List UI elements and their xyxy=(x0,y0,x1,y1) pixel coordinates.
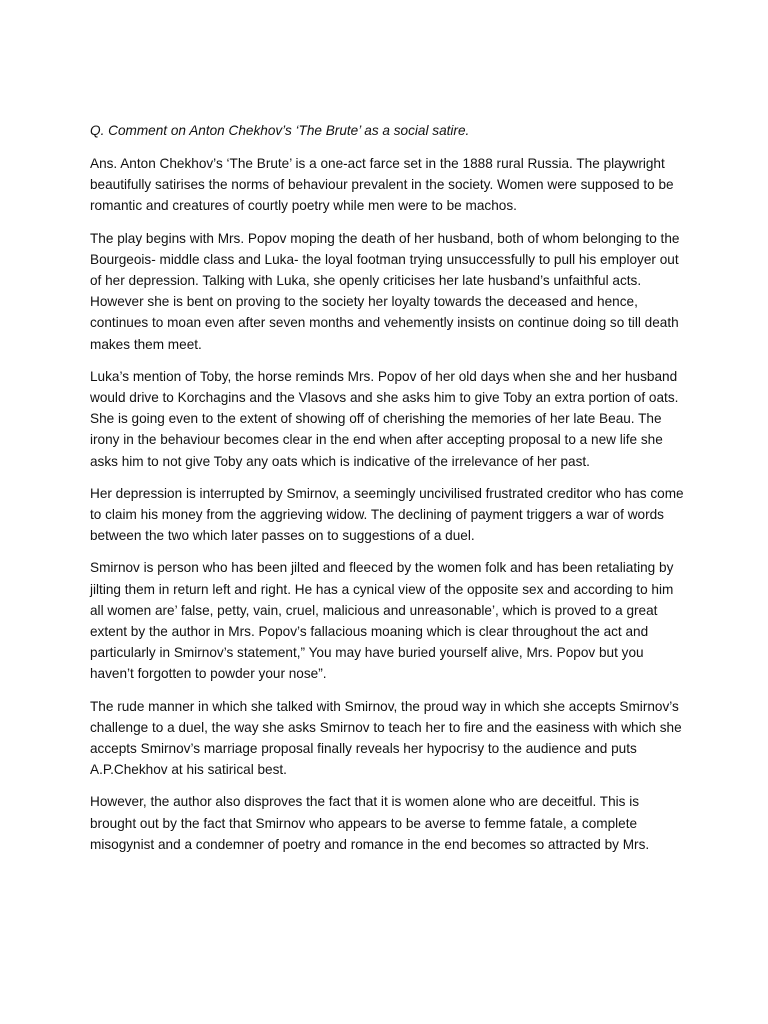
document-page xyxy=(90,120,686,866)
paragraph-smirnov-view: Smirnov is person who has been jilted and fleeced by the women folk and has been retaliating by jilting them in return left and right. He has a cynical view of the opposite sex and according to him all women are’ false, petty, vain, cruel, malicious and unreasonable’, which is proved to a great extent by the author in Mrs. Popov’s fallacious moaning which is clear throughout the act and particularly in Smirnov’s statement,” You may have buried yourself alive, Mrs. Popov but you haven’t forgotten to powder your nose”. xyxy=(90,560,674,682)
paragraph-toby-horse: Luka’s mention of Toby, the horse reminds Mrs. Popov of her old days when she and her husband would drive to Korchagins and the Vlasovs and she asks him to give Toby an extra portion of oats. She is going even to the extent of showing off of cherishing the memories of her late Beau. The irony in the behaviour becomes clear in the end when after accepting proposal to a new life she asks him to not give Toby any oats which is indicative of the irrelevance of her past. xyxy=(90,368,679,469)
paragraph-hypocrisy: The rude manner in which she talked with Smirnov, the proud way in which she accepts Smirnov’s challenge to a duel, the way she asks Smirnov to teach her to fire and the easiness with which she accepts Smirnov’s marriage proposal finally reveals her hypocrisy to the audience and puts A.P.Chekhov at his satirical best. xyxy=(90,698,682,778)
paragraph-play-begins: The play begins with Mrs. Popov moping the death of her husband, both of whom belonging to the Bourgeois- middle class and Luka- the loyal footman trying unsuccessfully to pull his employer out of her depression. Talking with Luka, she openly criticises her late husband’s unfaithful acts. However she is bent on proving to the society her loyalty towards the deceased and hence, continues to moan even after seven months and vehemently insists on continue doing so till death makes them meet. xyxy=(90,230,680,352)
answer-paragraph-intro: Ans. Anton Chekhov’s ‘The Brute’ is a one-act farce set in the 1888 rural Russia. The playwright beautifully satirises the norms of behaviour prevalent in the society. Women were supposed to be romantic and creatures of courtly poetry while men were to be machos. xyxy=(90,156,674,214)
paragraph-smirnov-arrives: Her depression is interrupted by Smirnov, a seemingly uncivilised frustrated creditor who has come to claim his money from the aggrieving widow. The declining of payment triggers a war of words between the two which later passes on to suggestions of a duel. xyxy=(90,485,684,544)
paragraph-deceit: However, the author also disproves the fact that it is women alone who are deceitful. This is brought out by the fact that Smirnov who appears to be averse to femme fatale, a complete misogynist and a condemner of poetry and romance in the end becomes so attracted by Mrs. xyxy=(90,794,650,852)
question-heading: Q. Comment on Anton Chekhov’s ‘The Brute’ as a social satire. xyxy=(90,123,470,138)
